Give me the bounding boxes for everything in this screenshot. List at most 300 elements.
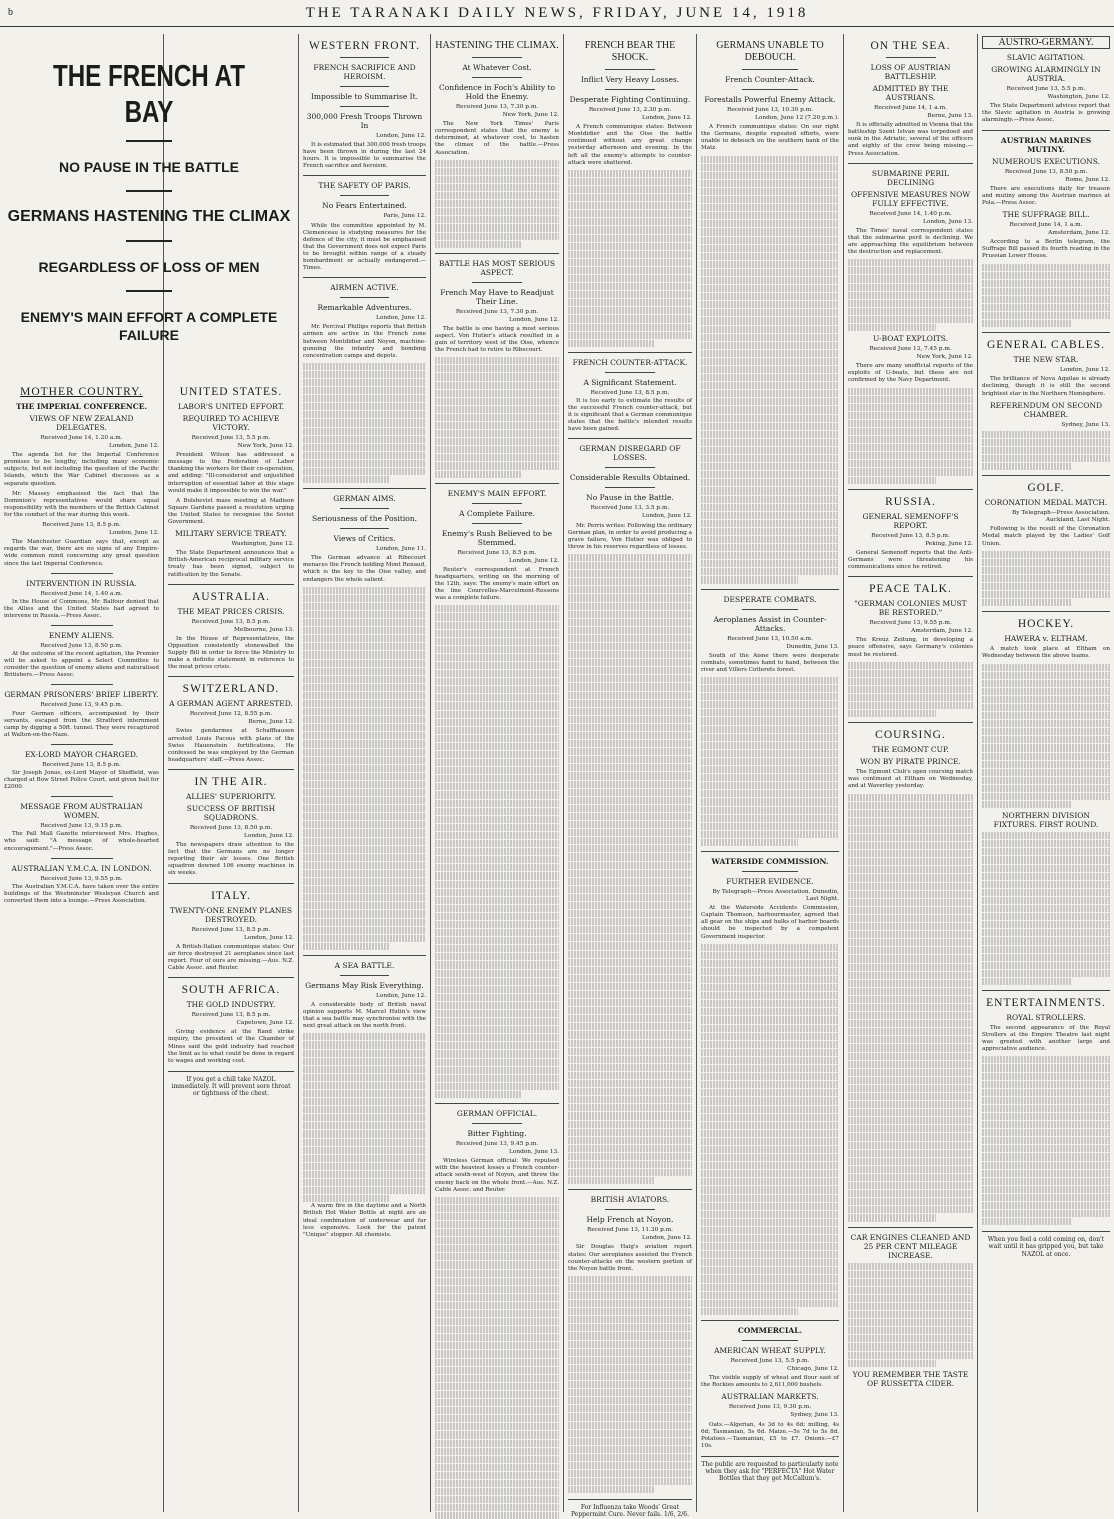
divider (340, 297, 389, 298)
advertisement: If you get a chill take NAZOL immediately. It will prevent sore throat or tightness of the chest. (168, 1071, 294, 1097)
divider (435, 1103, 559, 1104)
article-text: Mr. Percival Phillips reports that British airmen are active in the French zone between Montdidier and Noyon, machine-gunning the infantry and bombing concentration camps and depots. (303, 324, 426, 359)
article-heading: THE SUFFRAGE BILL. (1002, 210, 1090, 220)
divider (848, 1227, 973, 1228)
article-heading: GERMAN PRISONERS' BRIEF LIBERTY. (4, 690, 159, 700)
divider (568, 352, 692, 353)
divider (605, 467, 655, 468)
place-line: Sydney, June 13. (1061, 421, 1110, 428)
article-heading: HASTENING THE CLIMAX. (435, 40, 559, 51)
dateline: Received June 13, 2.30 p.m. (588, 107, 672, 113)
dateline: Received June 13, 8.5 p.m. (191, 1012, 271, 1019)
divider (340, 508, 389, 509)
article-subheading: Confidence in Foch's Ability to Hold the Enemy. (438, 83, 555, 101)
article-subheading: 300,000 Fresh Troops Thrown In (306, 112, 423, 130)
article-text-block (435, 605, 559, 1098)
advertisement: The public are requested to particularly note when they ask for "PERFECTA" Hot Water Bottles that they get McCallum's. (701, 1456, 839, 1482)
article-text-block (982, 264, 1110, 328)
divider (126, 240, 172, 242)
dateline: Received June 13, 8.5 p.m. (42, 522, 121, 529)
divider (886, 57, 936, 58)
section-heading: COURSING. (875, 729, 946, 742)
lead-subhead: ENEMY'S MAIN EFFORT A COMPLETE FAILURE (20, 309, 278, 343)
article-text-block (701, 156, 839, 584)
place-line: Berne, June 12. (248, 719, 294, 726)
place-line: London, June 12. (376, 992, 426, 999)
article-text: Mr. Perris writes: Following the ordinary German plan, in order to avoid producing a grave failure, Von Hutier was obliged to throw in his reserves regardless of losses. (568, 522, 692, 550)
divider (742, 89, 797, 90)
place-line: London, June 12. (509, 557, 559, 564)
divider (848, 576, 973, 577)
article-text: Swiss gendarmes at Schaffhausen arrested Louis Pacous with plans of the Swiss Hauenstein fortifications. He confessed he was employed by the German headquarters' staff.—Press Assoc. (168, 728, 294, 763)
article-subheading: VIEWS OF NEW ZEALAND DELEGATES. (29, 414, 134, 432)
article-text: The Egmont Club's open coursing match was continued at Eltham on Wednesday, and at Waverley yesterday. (848, 769, 973, 790)
divider (435, 483, 559, 484)
article-subheading: French Counter-Attack. (725, 75, 815, 84)
article-text: The Pall Mall Gazette interviewed Mrs. Hughes, who said: "A message of whole-hearted encouragement."—Press Assoc. (4, 831, 159, 852)
divider (568, 1189, 692, 1190)
article-heading: ENEMY'S MAIN EFFORT. (447, 488, 547, 498)
divider (51, 744, 113, 745)
article-text: The battle is one having a most serious aspect. Von Hutier's attack resulted in a gain of territory west of the Oise, whence the French had to retire to Ribecourt. (435, 325, 559, 354)
article-text: South of the Aisne there were desperate combats, sometimes hand to hand, between the river and Villers Cotterets forest. (701, 652, 839, 673)
masthead-title: THE TARANAKI DAILY NEWS, FRIDAY, JUNE 14, 1918 (305, 5, 809, 21)
article-text-block (435, 357, 559, 477)
place-line: New York, June 12. (916, 354, 973, 361)
article-subheading: Seriousness of the Position. (311, 514, 418, 524)
divider (605, 69, 655, 70)
advertisement: For Influenza take Woods' Great Peppermint Cure. Never fails. 1/6, 2/6. (568, 1499, 692, 1518)
article-heading: GERMAN AIMS. (333, 494, 396, 504)
article-subheading: GROWING ALARMINGLY IN AUSTRIA. (991, 65, 1101, 84)
article-text: Following is the result of the Coronation Medal match played by the Ladies' Golf Union. (982, 526, 1110, 547)
article-text: Wireless German official: We repulsed with the heaviest losses a French counter-attack south-west of Noyon, and threw the enemy back on the whole front.—Aus. N.Z. Cable Assoc. and Reuter. (435, 1158, 559, 1193)
place-line: Sydney, June 13. (790, 1412, 839, 1419)
article-heading: THE GOLD INDUSTRY. (186, 1000, 276, 1010)
divider (472, 57, 522, 58)
divider (51, 684, 113, 685)
article-text-block (848, 388, 973, 484)
section-heading: SWITZERLAND. (182, 683, 280, 696)
place-line: Dunedin, June 13. (786, 643, 839, 650)
article-text: The New York Times' Paris correspondent states that the enemy is determined, at whatever cost, to hasten the climax of the battle.—Press Association. (435, 121, 559, 156)
dateline: Received June 14, 1.40 a.m. (40, 590, 123, 597)
article-subheading: ADMITTED BY THE AUSTRIANS. (872, 84, 949, 102)
masthead (0, 0, 1114, 27)
article-heading: COMMERCIAL. (737, 1325, 803, 1335)
lead-subhead: GERMANS HASTENING THE CLIMAX (7, 208, 291, 225)
article-subheading: Enemy's Rush Believed to be Stemmed. (441, 528, 553, 547)
place-line: London, June 12. (244, 833, 294, 839)
article-heading: THE IMPERIAL CONFERENCE. (15, 402, 148, 411)
column-hastening-climax (431, 34, 563, 1512)
place-line: London, June 11. (376, 546, 426, 553)
section-heading: ENTERTAINMENTS. (986, 996, 1106, 1009)
place-line: London, June 12. (509, 316, 559, 323)
divider (742, 69, 797, 70)
article-subheading: REQUIRED TO ACHIEVE VICTORY. (182, 414, 280, 432)
article-text: The newspapers draw attention to the fact that the Germans are no longer reporting their air losses. One British squadron downed 106 enemy machines in six weeks. (168, 842, 294, 877)
article-text: The State Department advices report that the Slavic agitation in Austria is growing alarmingly.—Press Assoc. (982, 103, 1110, 124)
article-text: The agenda list for the Imperial Conference promises to be lengthy, including many economic subjects, but not including the question of the Pacific Islands, which the War Cabinet discusses as a separate question. (4, 452, 159, 487)
article-text: Mr. Massey emphasised the fact that the Dominion's representatives would share equal responsibility with the members of the British Cabinet for the conduct of the war during this week. (4, 490, 159, 518)
dateline: Received June 13, 10.30 p.m. (726, 107, 814, 113)
place-line: London, June 12. (642, 513, 692, 520)
article-text: The Manchester Guardian says that, except as regards the war, there are no signs of any Empire-wide common mind concerning any great question since the last Imperial Conference. (4, 539, 159, 567)
advertisement-heading: CAR ENGINES CLEANED AND 25 PER CENT MILEAGE INCREASE. (850, 1232, 971, 1260)
masthead-corner: b (8, 7, 13, 18)
column-western-front (299, 34, 430, 1512)
divider (51, 858, 113, 859)
article-subheading: Germans May Risk Everything. (305, 980, 424, 990)
divider (168, 676, 294, 677)
article-text-block (848, 1263, 973, 1367)
place-line: London, June 12. (376, 133, 426, 139)
article-text: The second appearance of the Royal Strollers at the Empire Theatre last night was greeted with another large and appreciative audience. (982, 1024, 1110, 1053)
article-text-block (982, 431, 1110, 470)
column-austro-germany (978, 34, 1114, 1512)
dateline: Received June 13, 10.50 a.m. (727, 635, 813, 642)
article-text: General Semenoff reports that the Anti-Germans were threatening his communications since he retired. (848, 549, 973, 571)
article-heading: LOSS OF AUSTRIAN BATTLESHIP. (870, 63, 951, 81)
article-heading: U-BOAT EXPLOITS. (872, 334, 949, 344)
article-text-block (848, 794, 973, 1222)
article-heading: SUBMARINE PERIL DECLINING (871, 168, 950, 187)
dateline: Received June 13, 5.5 p.m. (730, 1357, 810, 1364)
article-text: At the outcome of the recent agitation, the Premier will be asked to appoint a Select Committee to consider the question of enemy aliens and naturalised Britishers.—Press Assoc. (4, 651, 159, 679)
article-heading: ENEMY ALIENS. (48, 630, 115, 640)
section-heading: RUSSIA. (885, 495, 936, 508)
dateline: Received June 14, 1 a.m. (874, 105, 947, 111)
place-line: Paris, June 12. (383, 213, 426, 220)
article-text: The Australian Y.M.C.A. have taken over the entire buildings of the Westminster Wesleyan Church and converted them into a lounge.—Press Association. (4, 883, 159, 904)
place-line: London, June 12. (109, 530, 159, 537)
article-heading: MILITARY SERVICE TREATY. (175, 529, 287, 539)
divider (168, 584, 294, 585)
article-heading: FRENCH SACRIFICE AND HEROISM. (313, 63, 416, 81)
article-heading: THE SAFETY OF PARIS. (318, 181, 411, 191)
article-heading: INTERVENTION IN RUSSIA. (26, 578, 137, 588)
dateline: Received June 13, 8.50 p.m. (1004, 168, 1088, 175)
dateline: Received June 13, 9.45 p.m. (455, 1141, 539, 1148)
divider (168, 883, 294, 884)
dateline: Received June 13, 8.5 p.m. (590, 389, 670, 396)
article-heading: AUSTRALIAN Y.M.C.A. IN LONDON. (11, 863, 152, 873)
divider (605, 1209, 655, 1210)
article-text-block (303, 587, 426, 950)
divider (51, 796, 113, 797)
article-text: The German advance at Ribecourt menaces the French holding Mont Renaud, which is the key to the Oise valley, and endangers the whole salient. (303, 555, 426, 583)
dateline: Received June 12, 8.55 p.m. (189, 711, 273, 718)
article-text-block (982, 832, 1110, 985)
divider (742, 1340, 797, 1341)
place-line: London, June 13. (923, 218, 973, 225)
article-subheading: NUMEROUS EXECUTIONS. (992, 156, 1100, 166)
column-mother-country (0, 380, 163, 1512)
divider (303, 488, 426, 489)
dateline: Received June 14, 1 a.m. (1009, 222, 1083, 229)
article-heading: A GERMAN AGENT ARRESTED. (169, 699, 293, 709)
article-subheading: At Whatever Cost. (462, 63, 532, 72)
article-text: It is officially admitted in Vienna that the battleship Szent Istvan was torpedoed and sunk in the Adriatic, several of the officers and eighty of the crew being missing.—Press Association. (848, 122, 973, 157)
dateline: Received June 13, 8.50 p.m. (189, 824, 273, 831)
dateline: Received June 13, 7.45 p.m. (869, 346, 952, 353)
column-germans-unable-debouch (697, 34, 843, 1512)
divider (168, 977, 294, 978)
divider (701, 589, 839, 590)
divider (340, 195, 389, 196)
dateline: Received June 13, 9.45 p.m. (40, 702, 123, 709)
dateline: Received June 13, 5.5 p.m. (191, 435, 271, 441)
article-text: At the Waterside Accidents Commission, Captain Thomson, harbourmaster, agreed that all gear on the ships and hulks of harbor boards should be inspected by a competent Government inspector. (701, 905, 839, 940)
divider (340, 975, 389, 976)
divider (701, 851, 839, 852)
divider (982, 990, 1110, 991)
place-line: Amsterdam, June 12. (911, 628, 973, 635)
divider (126, 190, 172, 192)
advertisement: A warm fire in the daytime and a North British Hot Water Bottle at night are an ideal combination of underwear and far less expensive. Look for the patent "Unique" stopper. All chemists. (303, 1203, 426, 1238)
divider (472, 503, 522, 504)
article-subheading: WON BY PIRATE PRINCE. (860, 757, 961, 767)
article-subheading: FURTHER EVIDENCE. (726, 876, 814, 886)
article-heading: NORTHERN DIVISION FIXTURES. FIRST ROUND. (993, 811, 1099, 830)
article-text: Four German officers, accompanied by their servants, escaped from the Stratford internment camp by digging a 50ft. tunnel. They were recaptured at Walton-on-the-Naze. (4, 710, 159, 738)
divider (742, 871, 797, 872)
article-heading: THE EGMONT CUP. (872, 745, 949, 755)
article-text: Sir Douglas Haig's aviation report states: Our aeroplanes assisted the French counter-attacks on the western portion of the Noyon battle front. (568, 1244, 692, 1272)
divider (982, 475, 1110, 476)
lead-subhead: NO PAUSE IN THE BATTLE (59, 159, 239, 175)
article-heading: CORONATION MEDAL MATCH. (984, 498, 1108, 508)
article-subheading: Forestalls Powerful Enemy Attack. (704, 95, 836, 104)
article-heading: THE MEAT PRICES CRISIS. (177, 606, 285, 616)
article-heading: "GERMAN COLONIES MUST BE RESTORED." (854, 599, 967, 618)
article-text: Reuter's correspondent at French headquarters, writing on the morning of the 12th, says: The enemy's main effort on the line Courcelles-Marcelmont-Ressons was a complete failure. (435, 566, 559, 602)
article-text: A considerable body of British naval opinion supports M. Marcel Hutin's view that a sea battle may synchronise with the next great attack on the north front. (303, 1001, 426, 1030)
section-heading: AUSTRO-GERMANY. (982, 36, 1110, 49)
article-subheading: OFFENSIVE MEASURES NOW FULLY EFFECTIVE. (850, 189, 971, 208)
place-line: London, June 12. (244, 934, 294, 941)
article-heading: GERMAN OFFICIAL. (456, 1109, 538, 1119)
divider (51, 625, 113, 626)
column-on-the-sea (844, 34, 977, 1512)
article-text-block (568, 1276, 692, 1494)
article-heading: REFERENDUM ON SECOND CHAMBER. (989, 400, 1103, 419)
dateline: Received June 13, 8.5 p.m. (42, 761, 121, 768)
article-text: Oats.—Algerian, 4s 3d to 4s 6d; milling, 4s 6d; Tasmanian, 5s 6d. Maize.—5s 7d to 5s 8d. Potatoes.—Tasmanian, £5 to £7. Onions.—£7 10s. (701, 1421, 839, 1449)
article-subheading: AMERICAN WHEAT SUPPLY. (714, 1345, 826, 1355)
section-heading: ON THE SEA. (870, 40, 951, 52)
article-text-block (701, 677, 839, 846)
divider (982, 611, 1110, 612)
article-subheading: SUCCESS OF BRITISH SQUADRONS. (186, 803, 276, 822)
divider (848, 163, 973, 164)
section-heading: GENERAL CABLES. (986, 339, 1106, 352)
column-united-states (164, 380, 298, 1512)
section-heading: ITALY. (211, 889, 251, 902)
section-heading: SOUTH AFRICA. (181, 984, 281, 997)
dateline: Received June 14, 1.20 a.m. (40, 435, 123, 441)
dateline: Received June 13, 5.5 p.m. (1006, 86, 1086, 93)
article-subheading: A Significant Statement. (583, 377, 677, 387)
article-heading: GERMAN DISREGARD OF LOSSES. (579, 444, 681, 463)
article-text: A French communique states: Between Montdidier and the Oise the battle continued without any great change yesterday afternoon and evening. In the left all the enemy's attempts to counter-attack were shattered. (568, 124, 692, 166)
article-text: The State Department announces that a British-American reciprocal military service treaty has been signed, subject to ratification by the Senate. (168, 550, 294, 578)
place-line: London, June 13. (509, 1149, 559, 1156)
dateline: Received June 14, 1.40 p.m. (869, 210, 952, 217)
divider (605, 372, 655, 373)
article-text: While the committee appointed by M. Clemenceau is studying measures for the defence of the city, it must be emphasised that the Government does not expect Paris to be brought within range of a steady bombardment or actually endangered.—Times. (303, 222, 426, 272)
divider (303, 175, 426, 176)
column-french-bear-shock (564, 34, 696, 1519)
article-text: The visible supply of wheat and flour east of the Rockies amounts to 2,611,000 bushels. (701, 1375, 839, 1389)
article-text: Giving evidence at the Rand strike inquiry, the president of the Chamber of Mines said the gold industry had reached the limit as to what could be done in regard to wages and working cost. (168, 1029, 294, 1064)
place-line: London, June 12. (376, 315, 426, 322)
place-line: Amsterdam, June 12. (1048, 230, 1110, 237)
place-line: London, June 12. (642, 115, 692, 122)
article-subheading: Aeroplanes Assist in Counter-Attacks. (713, 614, 827, 633)
place-line: London, June 12 (7.20 p.m.). (755, 115, 839, 122)
article-subheading: French May Have to Readjust Their Line. (440, 287, 554, 306)
section-heading: HOCKEY. (1017, 618, 1075, 631)
article-subheading: Inflict Very Heavy Losses. (580, 75, 680, 84)
dateline: Received June 13, 8.5 p.m. (457, 549, 537, 556)
place-line: Capetown, June 12. (236, 1020, 294, 1027)
place-line: New York, June 12. (502, 112, 559, 119)
article-heading: DESPERATE COMBATS. (723, 594, 817, 604)
divider (742, 609, 797, 610)
place-line: Washington, June 12. (231, 541, 294, 548)
dateline: Received June 13, 9.15 p.m. (40, 823, 123, 830)
place-line: By Telegraph—Press Association. Auckland, Last Night. (1011, 510, 1110, 524)
article-text: The brilliance of Nova Aquilae is already declining, though it is still the second brightest star in the Northern Hemisphere. (982, 376, 1110, 397)
article-heading: GERMANS UNABLE TO DEBOUCH. (716, 40, 824, 63)
divider (126, 290, 172, 292)
divider (303, 277, 426, 278)
article-text: A Bolshevist mass meeting at Madison Square Gardens passed a resolution urging the United States to recognise the Soviet Government. (168, 497, 294, 526)
article-heading: TWENTY-ONE ENEMY PLANES DESTROYED. (169, 905, 293, 924)
article-text-block (848, 259, 973, 331)
lead-subhead: REGARDLESS OF LOSS OF MEN (38, 259, 260, 275)
article-text: There are executions daily for treason and mutiny among the Austrian marines at Pola.—Press Assoc. (982, 185, 1110, 206)
article-subheading: Considerable Results Obtained. (569, 473, 691, 483)
dateline: Received June 13, 8.5 p.m. (871, 532, 950, 539)
place-line: London, June 12. (642, 1235, 692, 1242)
article-text: The Kreuz Zeitung, in developing a peace offensive, says Germany's colonies must be restored. (848, 637, 973, 658)
divider (340, 528, 389, 529)
divider (472, 282, 522, 283)
dateline: Received June 13, 9.30 p.m. (728, 1404, 812, 1411)
article-text: It is estimated that 300,000 fresh troops have been thrown in during the last 24 hours. It is impossible to summarise the French sacrifice and heroism. (303, 142, 426, 170)
article-heading: A SEA BATTLE. (334, 960, 395, 970)
divider (168, 769, 294, 770)
divider (472, 1123, 522, 1124)
divider (605, 89, 655, 90)
article-text-block (848, 662, 973, 718)
divider (982, 130, 1110, 131)
article-text-block (568, 170, 692, 347)
article-heading: BRITISH AVIATORS. (590, 1195, 670, 1205)
place-line: London, June 12. (109, 443, 159, 450)
article-heading: AUSTRIAN MARINES MUTINY. (1000, 135, 1092, 154)
divider (848, 722, 973, 723)
lead-title: THE FRENCH AT BAY (52, 58, 246, 129)
article-text: It is too early to estimate the results of the successful French counter-attack, but it is significant that a German communique states that the battle's intended results have been gained. (568, 397, 692, 433)
article-subheading: Help French at Noyon. (586, 1215, 674, 1225)
place-line: London, June 12. (1060, 367, 1110, 374)
section-heading: UNITED STATES. (179, 386, 283, 398)
divider (982, 332, 1110, 333)
place-line: Peking, June 12. (925, 540, 973, 547)
place-line: Melbourne, June 13. (233, 626, 294, 633)
divider (848, 489, 973, 490)
section-heading: MOTHER COUNTRY. (20, 386, 143, 398)
dateline: Received June 13, 8.50 p.m. (40, 642, 123, 649)
article-text-block (982, 551, 1110, 607)
dateline: Received June 13, 8.5 p.m. (191, 618, 271, 625)
advertisement-heading: YOU REMEMBER THE TASTE OF RUSSETTA CIDER. (852, 1369, 969, 1388)
divider (568, 438, 692, 439)
section-heading: IN THE AIR. (194, 775, 268, 788)
dateline: Received June 13, 11.30 p.m. (586, 1227, 674, 1234)
article-text-block (303, 363, 426, 483)
article-heading: ALLIES' SUPERIORITY. (185, 791, 277, 801)
divider (303, 955, 426, 956)
divider (605, 487, 655, 488)
article-text-block (303, 1033, 426, 1202)
article-text: According to a Berlin telegram, the Suffrage Bill passed its fourth reading in the Prussian Lower House. (982, 239, 1110, 260)
article-heading: EX-LORD MAYOR CHARGED. (24, 749, 139, 759)
place-line: Berne, June 13. (927, 113, 973, 120)
place-line: Rome, June 12. (1065, 176, 1110, 183)
article-heading: ROYAL STROLLERS. (1006, 1012, 1086, 1022)
place-line: By Telegraph—Press Association. Dunedin, Last Night. (712, 888, 839, 903)
article-text: A British-Italian communique states: Our air force destroyed 21 aeroplanes since last report. Four of ours are missing.—Aus. N.Z. Cable Assoc. and Reuter. (168, 943, 294, 972)
article-text: A match took place at Eltham on Wednesday between the above teams. (982, 646, 1110, 660)
article-subheading: A Complete Failure. (459, 508, 535, 518)
advertisement: When you feel a cold coming on, don't wait until it has gripped you, but take NAZOL at once. (982, 1231, 1110, 1257)
article-text: A French communique states: On our right the Germans, despite repeated efforts, were unable to debouch on the southern bank of the Matz. (701, 124, 839, 152)
article-heading: BATTLE HAS MOST SERIOUS ASPECT. (438, 258, 556, 277)
place-line: New York, June 12. (237, 443, 294, 450)
article-text: Sir Joseph Jonas, ex-Lord Mayor of Sheffield, was charged at Bow Street Police Court, and given bail for £2000. (4, 770, 159, 791)
place-line: Chicago, June 12. (787, 1366, 839, 1373)
place-line: Washington, June 12. (1047, 94, 1110, 101)
article-heading: GENERAL SEMENOFF'S REPORT. (862, 511, 959, 530)
article-subheading: No Fears Entertained. (322, 201, 407, 211)
dateline: Received June 13, 3.5 p.m. (590, 505, 670, 512)
article-subheading: Bitter Fighting. (467, 1129, 527, 1139)
article-text-block (568, 554, 692, 1184)
article-subheading: AUSTRALIAN MARKETS. (721, 1392, 819, 1402)
article-heading: MESSAGE FROM AUSTRALIAN WOMEN. (20, 802, 143, 821)
article-subheading: Remarkable Adventures. (317, 303, 412, 313)
article-text: There are many unofficial reports of the exploits of U-boats, but these are not confirmed by the Navy Department. (848, 363, 973, 384)
divider (472, 523, 522, 524)
dateline: Received June 13, 7.30 p.m. (455, 308, 539, 315)
divider (340, 106, 389, 107)
article-heading: LABOR'S UNITED EFFORT. (178, 402, 284, 411)
article-heading: THE NEW STAR. (1013, 355, 1079, 365)
article-subheading: Desperate Fighting Continuing. (569, 95, 691, 104)
dateline: Received June 13, 8.5 p.m. (191, 926, 271, 933)
section-heading: WESTERN FRONT. (309, 40, 420, 52)
divider (701, 1320, 839, 1321)
article-heading: SLAVIC AGITATION. (1006, 53, 1086, 63)
article-subheading: Views of Critics. (333, 534, 396, 544)
article-text: In the House of Commons, Mr. Balfour denied that the Allies and the United States had agreed to intervene in Russia.—Press Assoc. (4, 598, 159, 619)
section-heading: PEACE TALK. (869, 583, 952, 596)
